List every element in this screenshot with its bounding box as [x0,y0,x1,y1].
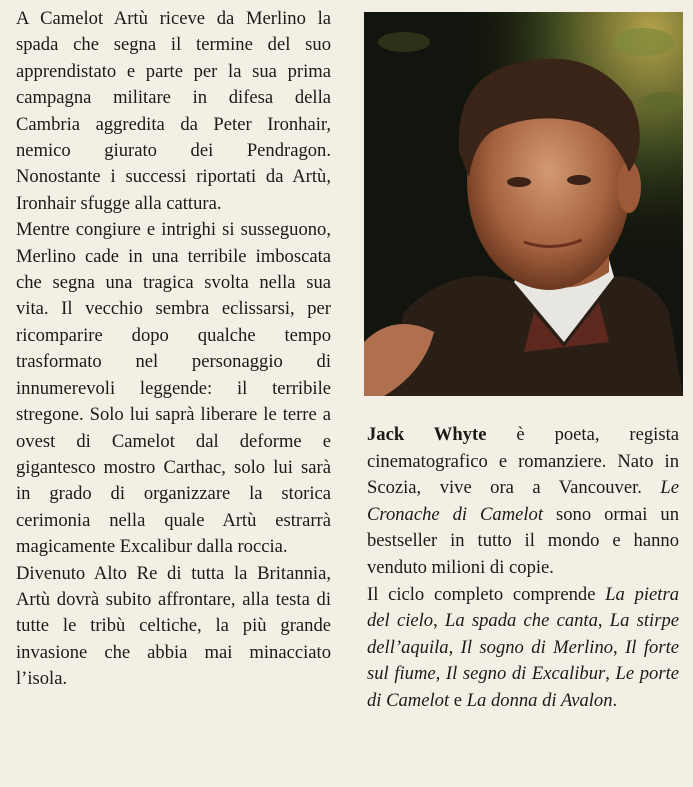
series-title: Le Cronache di Camelot [367,477,679,525]
synopsis-paragraph-1: A Camelot Artù riceve da Merlino la spada che segna il termine del suo apprendistato e parte per la sua prima campagna militare in difesa della Cambria aggredita da Peter Ironhair, nemico giurato dei Pendragon. Nonostante i successi riportati da Artù, Ironhair sfugge alla cattura. [16,8,331,214]
synopsis-paragraph-2: Mentre congiure e intrighi si susseguono, Merlino cade in una terribile imboscata che segna una tragica svolta nella sua vita. Il vecchio sembra eclissarsi, per ricomparire dopo qualche tempo trasformato nel personaggio di innumerevoli leggende: il terribile stregone. Solo lui saprà liberare le terre a ovest di Camelot dal deforme e gigantesco mostro Carthac, solo lui sarà in grado di organizzare la storica cerimonia nella quale Artù estrarrà magicamente Excalibur dalla roccia. [16,219,331,558]
separator: , [613,636,626,658]
separator: , [435,663,446,685]
book-title-7: Le porte di Camelot [367,663,679,711]
author-portrait-photo [364,12,683,396]
author-name: Jack Whyte [367,424,487,445]
separator: , [605,663,616,685]
book-title-3: La stirpe dell’aquila [367,610,680,658]
period: . [612,689,618,711]
separator: , [433,610,445,632]
author-bio-paragraph-2 [367,582,679,715]
separator: , [448,636,461,658]
bio-text-2: sono ormai un bestseller in tutto il mondo e hanno venduto milioni di copie. [367,503,679,578]
bio-text-1: è poeta, regista cinematografico e romanziere. Nato in Scozia, vive ora a Vancouver. [367,424,679,499]
synopsis-paragraph-3: Divenuto Alto Re di tutta la Britannia, Artù dovrà subito affrontare, alla testa di tutte le tribù celtiche, la più grande invasione che abbia mai minacciato l’isola. [16,562,331,690]
book-title-2: La spada che canta [444,610,598,632]
cycle-intro: Il ciclo completo comprende [367,583,606,605]
separator: e [449,689,467,711]
book-title-6: Il segno di Excalibur [445,663,606,685]
separator: , [597,610,610,632]
synopsis-column [16,6,331,693]
author-bio [367,422,679,715]
book-title-5: Il forte sul fiume [367,636,679,685]
book-title-8: La donna di Avalon [466,689,613,711]
book-title-4: Il sogno di Merlino [460,636,614,658]
book-title-1: La pietra del cielo [367,583,679,632]
author-bio-paragraph-1 [367,422,679,582]
